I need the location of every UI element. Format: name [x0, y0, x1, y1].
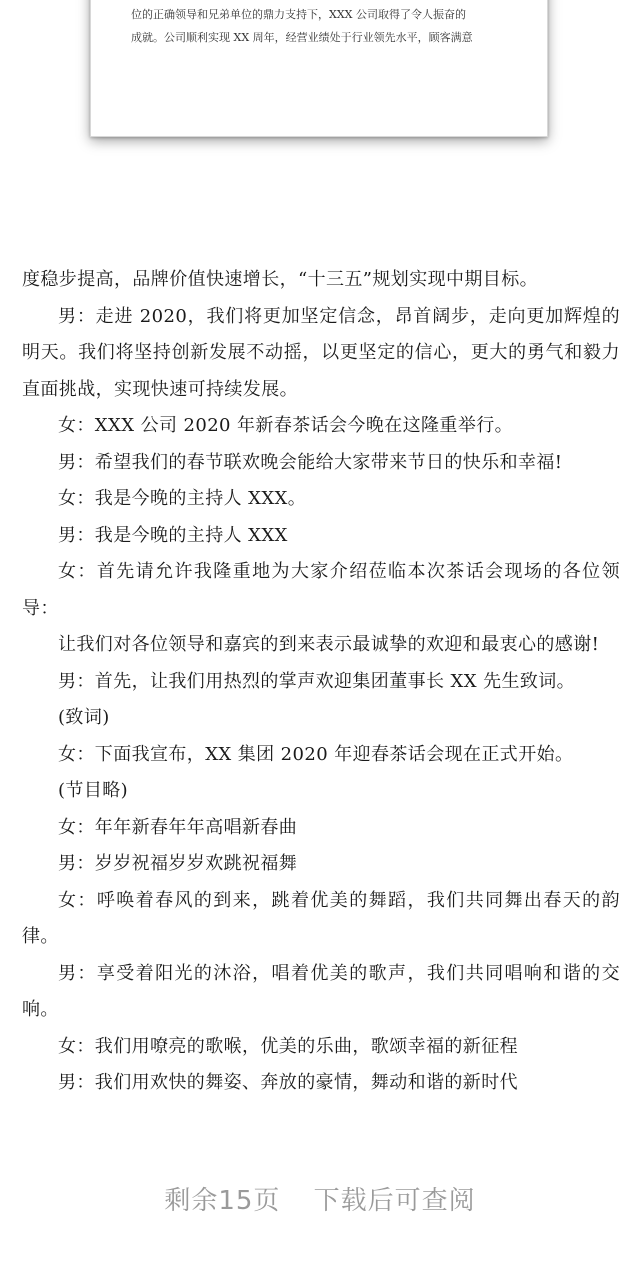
- paragraph: 男：首先，让我们用热烈的掌声欢迎集团董事长 XX 先生致词。: [58, 670, 576, 692]
- paragraph: 女：我们用嘹亮的歌喉，优美的乐曲，歌颂幸福的新征程: [58, 1035, 518, 1057]
- paragraph: 度稳步提高，品牌价值快速增长，“十三五”规划实现中期目标。: [22, 269, 539, 290]
- document-page-preview: [90, 0, 548, 137]
- paragraph: 女：年年新春年年高唱新春曲: [58, 816, 298, 838]
- paragraph: 女：我是今晚的主持人 XXX。: [58, 488, 307, 509]
- preview-text-line: 成就。公司顺利实现 XX 周年，经营业绩处于行业领先水平，顾客满意: [131, 31, 473, 44]
- paragraph: 男：享受着阳光的沐浴，唱着优美的歌声，我们共同唱响和谐的交响。: [22, 962, 620, 1020]
- paragraph: 男：走进 2020，我们将更加坚定信念，昂首阔步，走向更加辉煌的明天。我们将坚持创新发展不动摇，以更坚定的信心，更大的勇气和毅力直面挑战，实现快速可持续发展。: [22, 305, 620, 400]
- paragraph: 女：首先请允许我隆重地为大家介绍莅临本次茶话会现场的各位领导：: [22, 561, 620, 619]
- paragraph: (节目略): [58, 780, 129, 801]
- download-hint-label: 下载后可查阅: [313, 1186, 476, 1216]
- download-to-read-banner[interactable]: [0, 1180, 640, 1217]
- paragraph: 女：XXX 公司 2020 年新春茶话会今晚在这隆重举行。: [58, 415, 514, 436]
- document-body: [22, 262, 620, 1102]
- paragraph: 男：我们用欢快的舞姿、奔放的豪情，舞动和谐的新时代: [58, 1072, 518, 1093]
- remaining-pages-label: 剩余15页: [164, 1186, 281, 1216]
- preview-text-line: 位的正确领导和兄弟单位的鼎力支持下，XXX 公司取得了令人振奋的: [131, 8, 466, 21]
- paragraph: 让我们对各位领导和嘉宾的到来表示最诚挚的欢迎和最衷心的感谢!: [58, 634, 600, 655]
- paragraph: 男：希望我们的春节联欢晚会能给大家带来节日的快乐和幸福!: [58, 451, 563, 473]
- paragraph: 女：下面我宣布，XX 集团 2020 年迎春茶话会现在正式开始。: [58, 743, 574, 765]
- paragraph: (致词): [58, 707, 110, 728]
- paragraph: 女：呼唤着春风的到来，跳着优美的舞蹈，我们共同舞出春天的韵律。: [22, 889, 620, 947]
- paragraph: 男：岁岁祝福岁岁欢跳祝福舞: [58, 853, 298, 874]
- paragraph: 男：我是今晚的主持人 XXX: [58, 524, 288, 546]
